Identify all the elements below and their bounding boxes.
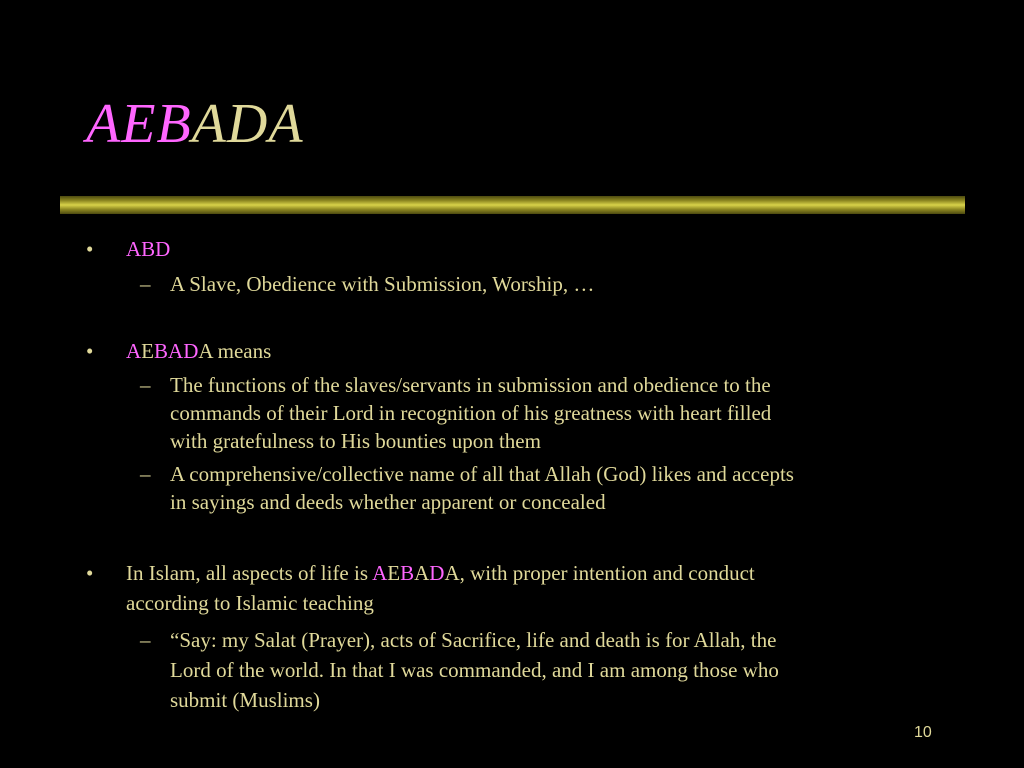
word-letter: A bbox=[372, 561, 388, 585]
word-letter: A bbox=[168, 339, 184, 363]
slide-title bbox=[86, 93, 304, 155]
text-line: A comprehensive/collective name of all that Allah (God) likes and accepts bbox=[170, 462, 794, 486]
dash-marker: – bbox=[140, 272, 151, 296]
bullet-prefix: In Islam, all aspects of life is bbox=[126, 561, 373, 585]
dash-marker: – bbox=[140, 373, 151, 397]
text-line: “Say: my Salat (Prayer), acts of Sacrifice, life and death is for Allah, the bbox=[170, 628, 777, 652]
word-letter: A bbox=[414, 561, 430, 585]
word-letter: E bbox=[141, 339, 154, 363]
text-line: submit (Muslims) bbox=[170, 688, 320, 712]
text-line: Lord of the world. In that I was commanded, and I am among those who bbox=[170, 658, 779, 682]
sub-bullet-text bbox=[170, 625, 779, 715]
word-letter: A bbox=[444, 561, 460, 585]
text-line: The functions of the slaves/servants in submission and obedience to the bbox=[170, 373, 771, 397]
bullet-suffix: , with proper intention and conduct bbox=[459, 561, 755, 585]
title-letter-a1: A bbox=[86, 93, 122, 155]
page-number: 10 bbox=[914, 724, 932, 741]
word-letter: B bbox=[154, 339, 169, 363]
dash-marker: – bbox=[140, 628, 151, 652]
word-letter: D bbox=[429, 561, 445, 585]
word-letter: D bbox=[183, 339, 199, 363]
word-letter: A bbox=[198, 339, 213, 363]
title-letter-d: D bbox=[226, 93, 269, 155]
word-letter: B bbox=[400, 561, 415, 585]
title-letter-e: E bbox=[121, 93, 157, 155]
dash-marker: – bbox=[140, 462, 151, 486]
title-divider bbox=[60, 196, 965, 214]
word-letter: E bbox=[387, 561, 401, 585]
word-letter: A bbox=[126, 339, 142, 363]
title-letter-b: B bbox=[156, 93, 192, 155]
sub-bullet-text: A Slave, Obedience with Submission, Worship, … bbox=[170, 272, 595, 296]
title-letter-a3: A bbox=[268, 93, 304, 155]
bullet-marker: • bbox=[86, 339, 94, 363]
text-line: with gratefulness to His bounties upon them bbox=[170, 429, 541, 453]
bullet-text bbox=[126, 336, 271, 366]
bullet-text: ABD bbox=[126, 237, 171, 261]
bullet-marker: • bbox=[86, 561, 94, 585]
bullet-suffix: means bbox=[212, 339, 272, 363]
text-line: commands of their Lord in recognition of his greatness with heart filled bbox=[170, 401, 772, 425]
title-letter-a2: A bbox=[191, 93, 227, 155]
text-line bbox=[126, 558, 755, 588]
text-line: in sayings and deeds whether apparent or concealed bbox=[170, 490, 606, 514]
bullet-text bbox=[126, 558, 755, 618]
text-line: according to Islamic teaching bbox=[126, 591, 374, 615]
sub-bullet-text bbox=[170, 460, 794, 516]
bullet-marker: • bbox=[86, 237, 94, 261]
sub-bullet-text bbox=[170, 371, 771, 455]
